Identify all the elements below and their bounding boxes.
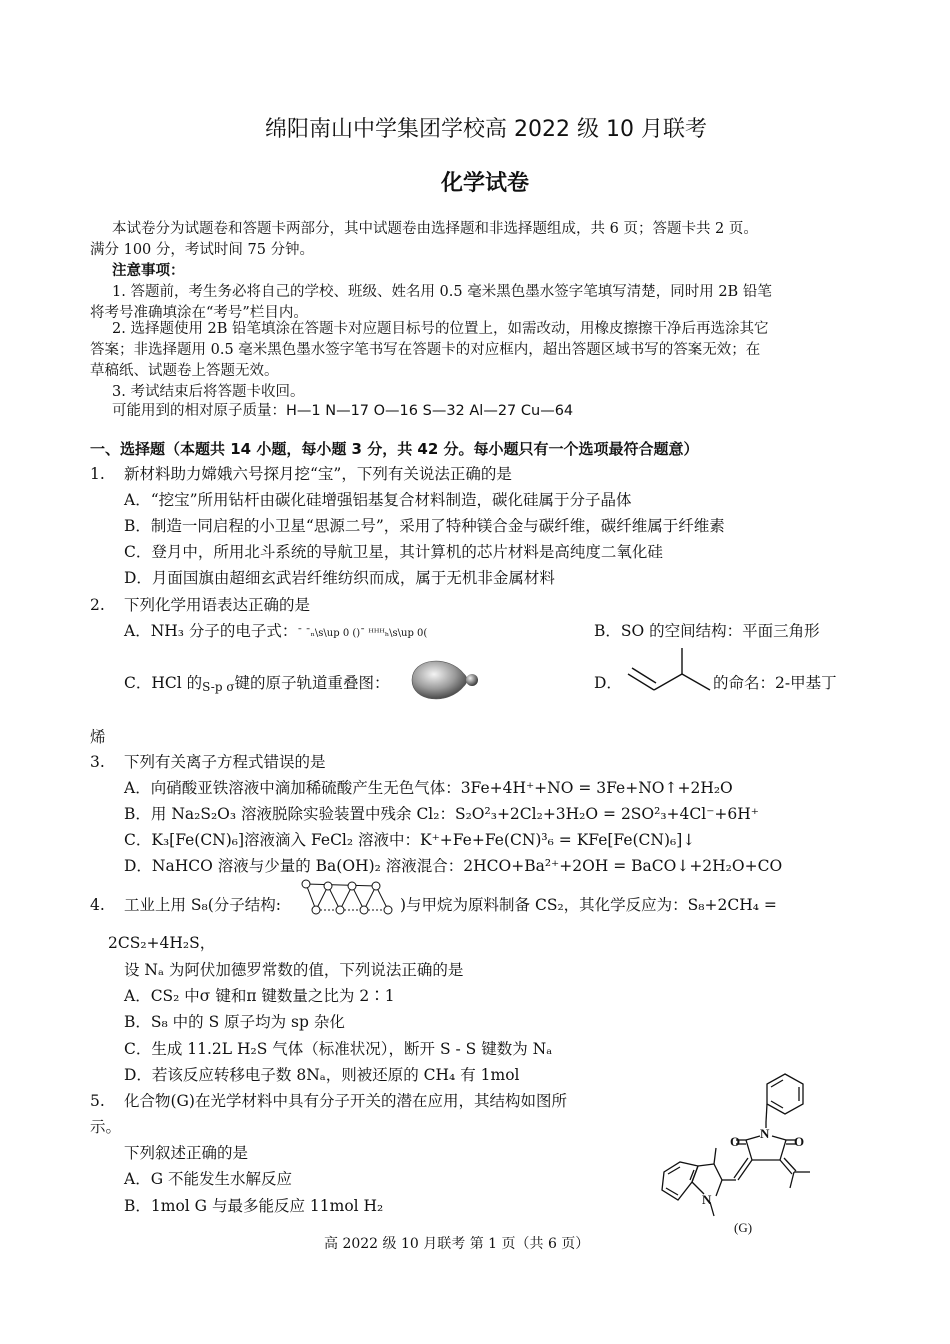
q2-stem: 下列化学用语表达正确的是 <box>124 596 311 614</box>
q5-option-a: A．G 不能发生水解反应 <box>124 1170 293 1188</box>
q2-option-a <box>124 622 427 641</box>
q5-stem-c: 下列叙述正确的是 <box>124 1144 249 1162</box>
q1-option-a: A．“挖宝”所用钻杆由碳化硅增强铝基复合材料制造，碳化硅属于分子晶体 <box>124 491 632 509</box>
q4-option-c: C．生成 11.2L H₂S 气体（标准状况），断开 S - S 键数为 Nₐ <box>124 1040 553 1058</box>
note-1b: 将考号准确填涂在“考号”栏目内。 <box>90 305 308 321</box>
q4-number: 4. <box>90 896 105 914</box>
q3-option-c: C．K₃[Fe(CN)₆]溶液滴入 FeCl₂ 溶液中：K⁺+Fe+Fe(CN)³₆ = KFe[Fe(CN)₆]↓ <box>124 831 696 849</box>
q2-option-a-label: A．NH₃ 分子的电子式： <box>124 622 298 640</box>
g-label-o2: O <box>794 1134 805 1149</box>
page-footer: 高 2022 级 10 月联考 第 1 页（共 6 页） <box>324 1236 590 1252</box>
q4-option-d: D．若该反应转移电子数 8Nₐ，则被还原的 CH₄ 有 1mol <box>124 1066 520 1084</box>
q2-option-a-formula: ˉ ˉₙ\s\up 0 ()ˉ ᴴᴴᴴₕ\s\up 0( <box>297 628 428 639</box>
note-2a: 2. 选择题使用 2B 铅笔填涂在答题卡对应题目标号的位置上，如需改动，用橡皮擦擦干净后再选涂其它 <box>112 321 769 337</box>
q5-number: 5. <box>90 1092 105 1110</box>
q2-option-c-text2: 键的原子轨道重叠图： <box>234 674 390 692</box>
exam-title: 绵阳南山中学集团学校高 2022 级 10 月联考 <box>265 117 707 142</box>
q3-number: 3. <box>90 753 105 771</box>
g-label-n2: N <box>702 1192 712 1207</box>
q3-option-d: D．NaHCO 溶液与少量的 Ba(OH)₂ 溶液混合：2HCO+Ba²⁺+2OH = BaCO↓+2H₂O+CO <box>124 857 783 875</box>
q4-stem-b: )与甲烷为原料制备 CS₂，其化学反应为：S₈+2CH₄ = <box>400 896 777 914</box>
exam-subtitle: 化学试卷 <box>441 171 530 196</box>
q1-stem: 新材料助力嫦娥六号探月挖“宝”，下列有关说法正确的是 <box>124 465 512 483</box>
note-3: 3. 考试结束后将答题卡收回。 <box>112 384 305 400</box>
q4-option-a: A．CS₂ 中σ 键和π 键数量之比为 2∶1 <box>124 987 395 1005</box>
q1-option-b: B．制造一同启程的小卫星“思源二号”，采用了特种镁合金与碳纤维，碳纤维属于纤维素 <box>124 517 725 535</box>
q4-stem-d: 设 Nₐ 为阿伏加德罗常数的值，下列说法正确的是 <box>124 961 464 979</box>
orbital-overlap-diagram <box>408 652 488 708</box>
q5-option-b: B．1mol G 与最多能反应 11mol H₂ <box>124 1197 384 1215</box>
q5-stem-b: 示。 <box>90 1118 122 1136</box>
q4-stem-a: 工业上用 S₈(分子结构: <box>124 896 282 914</box>
q3-option-a: A．向硝酸亚铁溶液中滴加稀硫酸产生无色气体：3Fe+4H⁺+NO = 3Fe+NO↑+2H₂O <box>124 779 733 797</box>
q2-option-c-text: C．HCl 的 <box>124 674 203 692</box>
q1-number: 1. <box>90 465 105 483</box>
q2-option-d-wrap: 烯 <box>90 728 106 746</box>
q2-option-d-text: 的命名：2-甲基丁 <box>713 674 837 692</box>
notes-label: 注意事项： <box>112 263 185 279</box>
note-1a: 1. 答题前，考生务必将自己的学校、班级、姓名用 0.5 毫米黑色墨水签字笔填写清楚，同时用 2B 铅笔 <box>112 284 772 300</box>
q2-option-c-sub: S-p σ <box>202 680 235 694</box>
note-2c: 草稿纸、试题卷上答题无效。 <box>90 363 279 379</box>
alkene-skeletal-structure <box>624 644 714 696</box>
q1-option-c: C．登月中，所用北斗系统的导航卫星，其计算机的芯片材料是高纯度二氧化硅 <box>124 543 663 561</box>
q2-number: 2. <box>90 596 105 614</box>
q3-stem: 下列有关离子方程式错误的是 <box>124 753 326 771</box>
s8-ring-structure <box>296 876 398 918</box>
q2-option-b: B．SO 的空间结构：平面三角形 <box>594 622 820 640</box>
q5-stem-a: 化合物(G)在光学材料中具有分子开关的潜在应用，其结构如图所 <box>124 1092 567 1110</box>
note-2b: 答案；非选择题用 0.5 毫米黑色墨水签字笔书写在答题卡的对应框内，超出答题区域书写的答案无效；在 <box>90 342 761 358</box>
q4-stem-c: 2CS₂+4H₂S， <box>108 934 216 952</box>
q2-option-d-label: D． <box>594 674 622 692</box>
q3-option-b: B．用 Na₂S₂O₃ 溶液脱除实验装置中残余 Cl₂：S₂O²₃+2Cl₂+3H₂O = 2SO²₃+4Cl⁻+6H⁺ <box>124 805 759 823</box>
section-heading: 一、选择题（本题共 14 小题，每小题 3 分，共 42 分。每小题只有一个选项最符合题意） <box>90 440 699 458</box>
q1-option-d: D．月面国旗由超细玄武岩纤维纺织而成，属于无机非金属材料 <box>124 569 555 587</box>
q4-option-b: B．S₈ 中的 S 原子均为 sp 杂化 <box>124 1013 345 1031</box>
compound-g-structure <box>650 1068 830 1238</box>
atomic-masses: 可能用到的相对原子质量：H—1 N—17 O—16 S—32 Al—27 Cu—64 <box>112 403 574 419</box>
g-label-o1: O <box>730 1134 741 1149</box>
intro-line-1: 本试卷分为试题卷和答题卡两部分，其中试题卷由选择题和非选择题组成，共 6 页；答题卡共 2 页。 <box>112 221 758 237</box>
intro-line-2: 满分 100 分，考试时间 75 分钟。 <box>90 242 315 258</box>
g-caption: (G) <box>734 1220 753 1235</box>
g-label-n1: N <box>760 1126 770 1141</box>
q2-option-c <box>124 674 390 695</box>
